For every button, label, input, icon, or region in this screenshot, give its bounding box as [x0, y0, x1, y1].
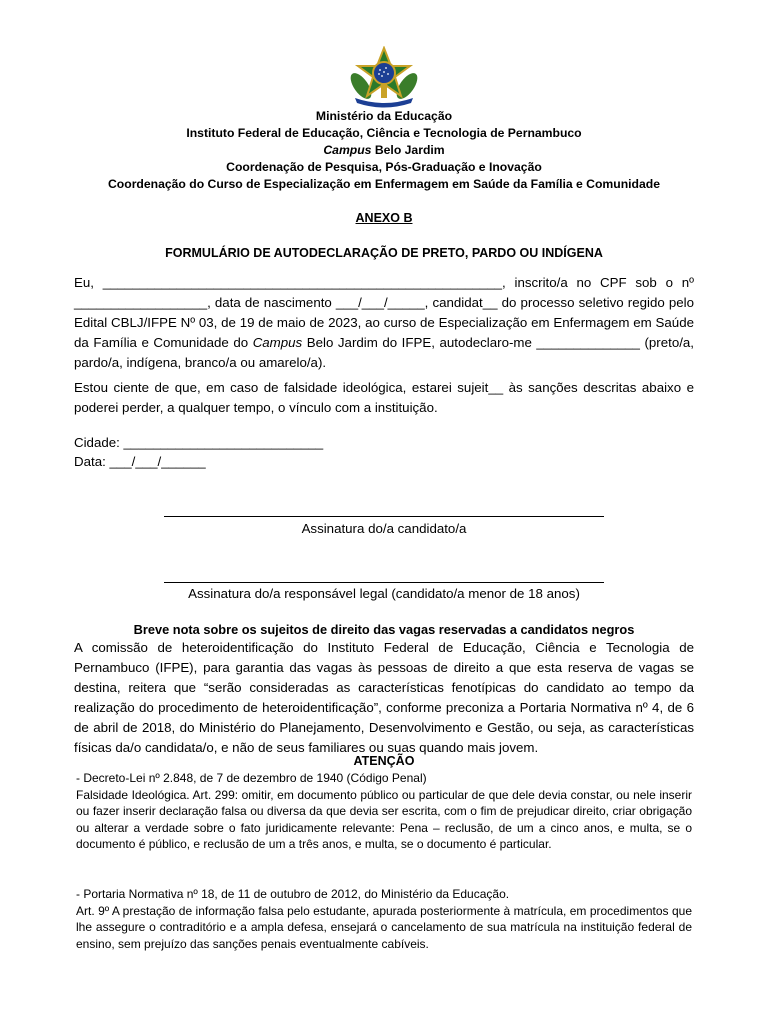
declaration-paragraph: Eu, ______________________________________________________, inscrito/a no CPF sob o nº __________________, data de nascimento ___/___/_____, candidat__ do processo seletivo regido pelo Edital CBLJ/IFPE Nº 03, de 19 de maio de 2023, ao curso de Especialização em Enfermagem em Saúde da Família e Comunidade do Campus Belo Jardim do IFPE, autodeclaro-me ______________ (preto/a, pardo/a, indígena, branco/a ou amarelo/a). — [74, 275, 694, 370]
form-title: FORMULÁRIO DE AUTODECLARAÇÃO DE PRETO, PARDO OU INDÍGENA — [165, 246, 603, 260]
annex-label: ANEXO B — [355, 211, 413, 225]
penal-code-title: - Decreto-Lei nº 2.848, de 7 de dezembro de 1940 (Código Penal) — [76, 771, 427, 785]
awareness-paragraph: Estou ciente de que, em caso de falsidade ideológica, estarei sujeit__ às sanções descritas abaixo e poderei perder, a qualquer tempo, o vínculo com a instituição. — [74, 380, 694, 415]
institute-line: Instituto Federal de Educação, Ciência e Tecnologia de Pernambuco — [186, 126, 582, 140]
penal-code-text: Falsidade Ideológica. Art. 299: omitir, em documento público ou particular de que dele devia constar, ou nele inserir ou fazer inserir declaração falsa ou diversa da que devia ser escrita, com o fim de prejudicar direito, criar obrigação ou alterar a verdade sobre o fato juridicamente relevante: Pena – reclusão, de um a cinco anos, e multa, se o documento é público, e reclusão de um a três anos, e multa, se o documento é particular. — [76, 787, 692, 851]
guardian-signature-label: Assinatura do/a responsável legal (candidato/a menor de 18 anos) — [188, 586, 580, 601]
penal-code-section — [76, 770, 692, 853]
campus-line: Campus Belo Jardim — [323, 143, 445, 157]
attention-title: ATENÇÃO — [353, 754, 415, 768]
portaria-section — [76, 886, 692, 952]
note-title: Breve nota sobre os sujeitos de direito das vagas reservadas a candidatos negros — [133, 622, 635, 637]
city-field: Cidade: ___________________________ — [74, 435, 324, 450]
institution-header — [60, 108, 708, 193]
candidate-signature-label: Assinatura do/a candidato/a — [301, 521, 467, 536]
candidate-signature-line — [164, 516, 604, 517]
portaria-text: Art. 9º A prestação de informação falsa pelo estudante, apurada posteriormente à matrícula, em procedimentos que lhe assegure o contraditório e a ampla defesa, ensejará o cancelamento de sua matrícula na instituição federal de ensino, sem prejuízo das sanções penais eventualmente cabíveis. — [76, 903, 692, 951]
coordination-line: Coordenação de Pesquisa, Pós-Graduação e Inovação — [226, 160, 542, 174]
brazil-coat-of-arms-icon — [345, 46, 423, 110]
guardian-signature-line — [164, 582, 604, 583]
course-coordination-line: Coordenação do Curso de Especialização em Enfermagem em Saúde da Família e Comunidade — [108, 177, 660, 191]
city-date-fields — [74, 433, 323, 471]
date-field: Data: ___/___/______ — [74, 454, 206, 469]
portaria-title: - Portaria Normativa nº 18, de 11 de outubro de 2012, do Ministério da Educação. — [76, 887, 510, 901]
ministry-line: Ministério da Educação — [315, 109, 453, 123]
note-text: A comissão de heteroidentificação do Instituto Federal de Educação, Ciência e Tecnologia de Pernambuco (IFPE), para garantia das vagas às pessoas de direito a que esta reserva de vagas se destina, reitera que “serão consideradas as características fenotípicas do candidato ao tempo da realização do procedimento de heteroidentificação”, conforme preconiza a Portaria Normativa nº 4, de 6 de abril de 2018, do Ministério do Planejamento, Desenvolvimento e Gestão, ou seja, as características físicas da/o candidata/o, e não de seus familiares ou suas quando mais jovem. — [74, 640, 694, 755]
